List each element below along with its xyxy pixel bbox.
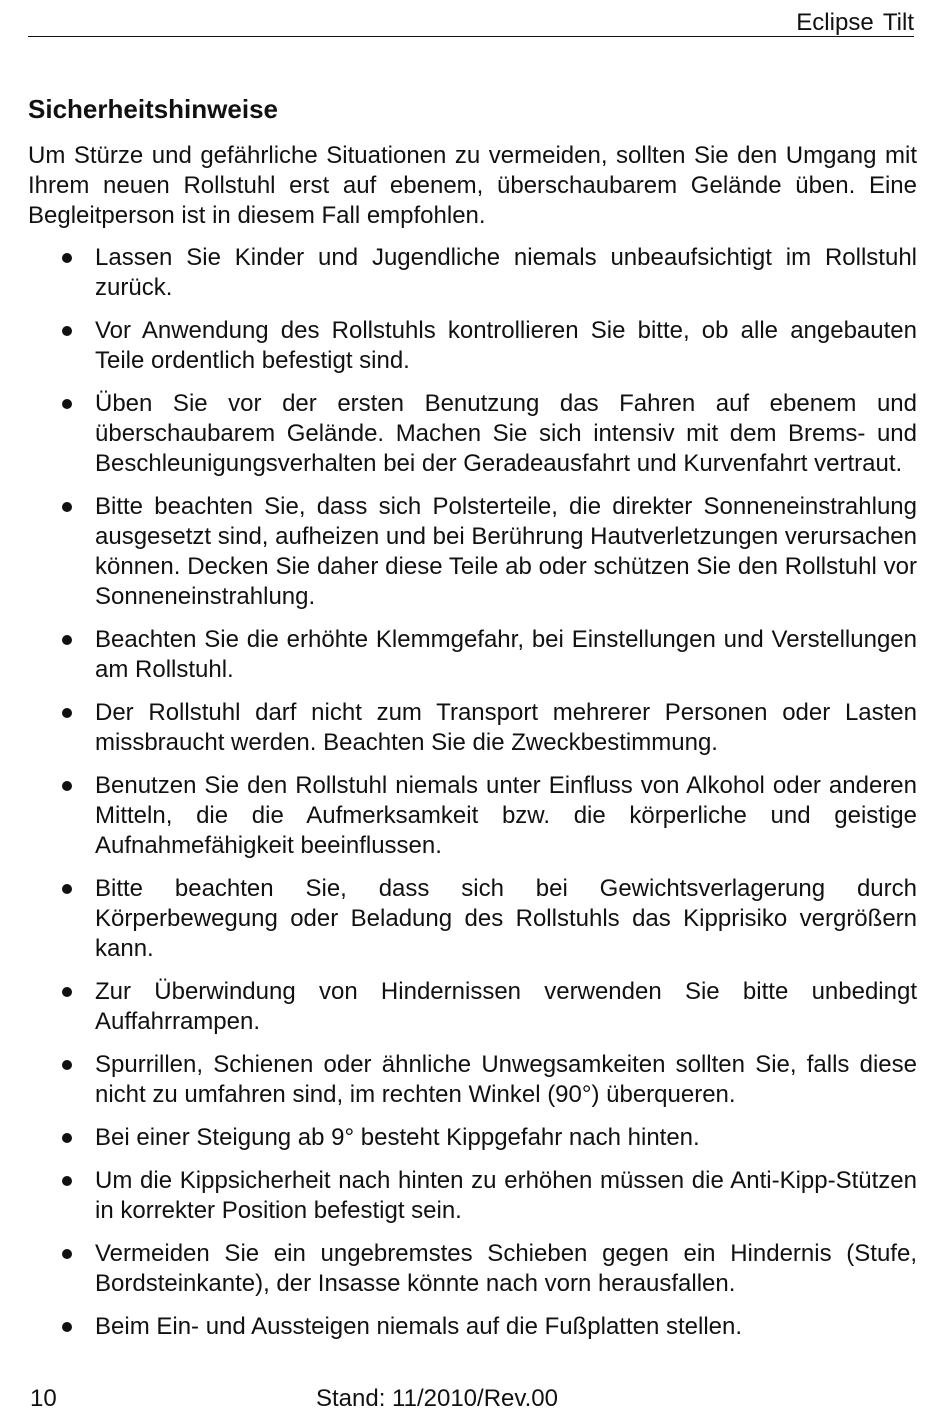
safety-bullet-item: [28, 316, 917, 376]
main-content: [28, 93, 917, 1355]
bullet-dot-icon: [62, 1133, 72, 1143]
bullet-text: Der Rollstuhl darf nicht zum Transport mehrerer Personen oder Lasten missbraucht werden. Beachten Sie die Zweckbestimmung.: [95, 699, 917, 756]
bullet-dot-icon: [62, 502, 72, 512]
page-footer: [28, 1384, 917, 1414]
bullet-dot-icon: [62, 326, 72, 336]
bullet-text: Vor Anwendung des Rollstuhls kontrollieren Sie bitte, ob alle angebauten Teile ordentlich befestigt sind.: [95, 317, 917, 374]
bullet-text: Üben Sie vor der ersten Benutzung das Fahren auf ebenem und überschaubarem Gelände. Machen Sie sich intensiv mit dem Brems- und Beschleunigungsverhalten bei der Geradeausfahrt und Kurvenfahrt vertraut.: [95, 390, 917, 477]
bullet-dot-icon: [62, 253, 72, 263]
bullet-text: Vermeiden Sie ein ungebremstes Schieben gegen ein Hindernis (Stufe, Bordsteinkante), der Insasse könnte nach vorn herausfallen.: [95, 1240, 917, 1297]
bullet-text: Benutzen Sie den Rollstuhl niemals unter Einfluss von Alkohol oder anderen Mitteln, die die Aufmerksamkeit bzw. die körperliche und geistige Aufnahmefähigkeit beeinflussen.: [95, 772, 917, 859]
safety-bullet-item: [28, 977, 917, 1037]
safety-bullet-item: [28, 771, 917, 861]
bullet-text: Bitte beachten Sie, dass sich bei Gewichtsverlagerung durch Körperbewegung oder Beladung des Rollstuhls das Kipprisiko vergrößern kann.: [95, 875, 917, 962]
bullet-dot-icon: [62, 781, 72, 791]
bullet-text: Spurrillen, Schienen oder ähnliche Unwegsamkeiten sollten Sie, falls diese nicht zu umfahren sind, im rechten Winkel (90°) überqueren.: [95, 1051, 917, 1108]
bullet-text: Beachten Sie die erhöhte Klemmgefahr, bei Einstellungen und Verstellungen am Rollstuhl.: [95, 626, 917, 683]
bullet-text: Beim Ein- und Aussteigen niemals auf die Fußplatten stellen.: [95, 1313, 743, 1340]
safety-bullet-item: [28, 874, 917, 964]
safety-bullet-item: [28, 625, 917, 685]
bullet-dot-icon: [62, 1176, 72, 1186]
section-title: Sicherheitshinweise: [28, 94, 278, 124]
revision-stamp: Stand: 11/2010/Rev.00: [316, 1385, 558, 1412]
safety-bullet-item: [28, 698, 917, 758]
bullet-text: Bitte beachten Sie, dass sich Polsterteile, die direkter Sonneneinstrahlung ausgesetzt sind, aufheizen und bei Berührung Hautverletzungen verursachen können. Decken Sie daher diese Teile ab oder schützen Sie den Rollstuhl vor Sonneneinstrahlung.: [95, 493, 917, 610]
bullet-dot-icon: [62, 399, 72, 409]
intro-paragraph: Um Stürze und gefährliche Situationen zu vermeiden, sollten Sie den Umgang mit Ihrem neuen Rollstuhl erst auf ebenem, überschaubarem Gelände üben. Eine Begleitperson ist in diesem Fall empfohlen.: [28, 142, 917, 229]
bullet-text: Um die Kippsicherheit nach hinten zu erhöhen müssen die Anti-Kipp-Stützen in korrekter Position befestigt sein.: [95, 1167, 917, 1224]
safety-bullet-item: [28, 1312, 917, 1342]
bullet-dot-icon: [62, 635, 72, 645]
safety-bullet-item: [28, 1050, 917, 1110]
safety-bullet-item: [28, 389, 917, 479]
bullet-dot-icon: [62, 708, 72, 718]
header-rule: [28, 36, 914, 37]
bullet-text: Lassen Sie Kinder und Jugendliche niemals unbeaufsichtigt im Rollstuhl zurück.: [95, 244, 917, 301]
bullet-dot-icon: [62, 884, 72, 894]
bullet-dot-icon: [62, 1060, 72, 1070]
bullet-dot-icon: [62, 1249, 72, 1259]
bullet-dot-icon: [62, 1322, 72, 1332]
bullet-text: Bei einer Steigung ab 9° besteht Kippgefahr nach hinten.: [95, 1124, 700, 1151]
running-header-title: Eclipse Tilt: [796, 9, 914, 36]
bullet-text: Zur Überwindung von Hindernissen verwenden Sie bitte unbedingt Auffahrrampen.: [95, 978, 917, 1035]
bullet-dot-icon: [62, 987, 72, 997]
safety-bullet-item: [28, 1239, 917, 1299]
safety-bullet-item: [28, 492, 917, 612]
page-number: 10: [30, 1385, 57, 1412]
safety-bullet-item: [28, 1123, 917, 1153]
safety-bullet-item: [28, 243, 917, 303]
safety-bullet-item: [28, 1166, 917, 1226]
safety-bullet-list: [28, 243, 917, 1342]
